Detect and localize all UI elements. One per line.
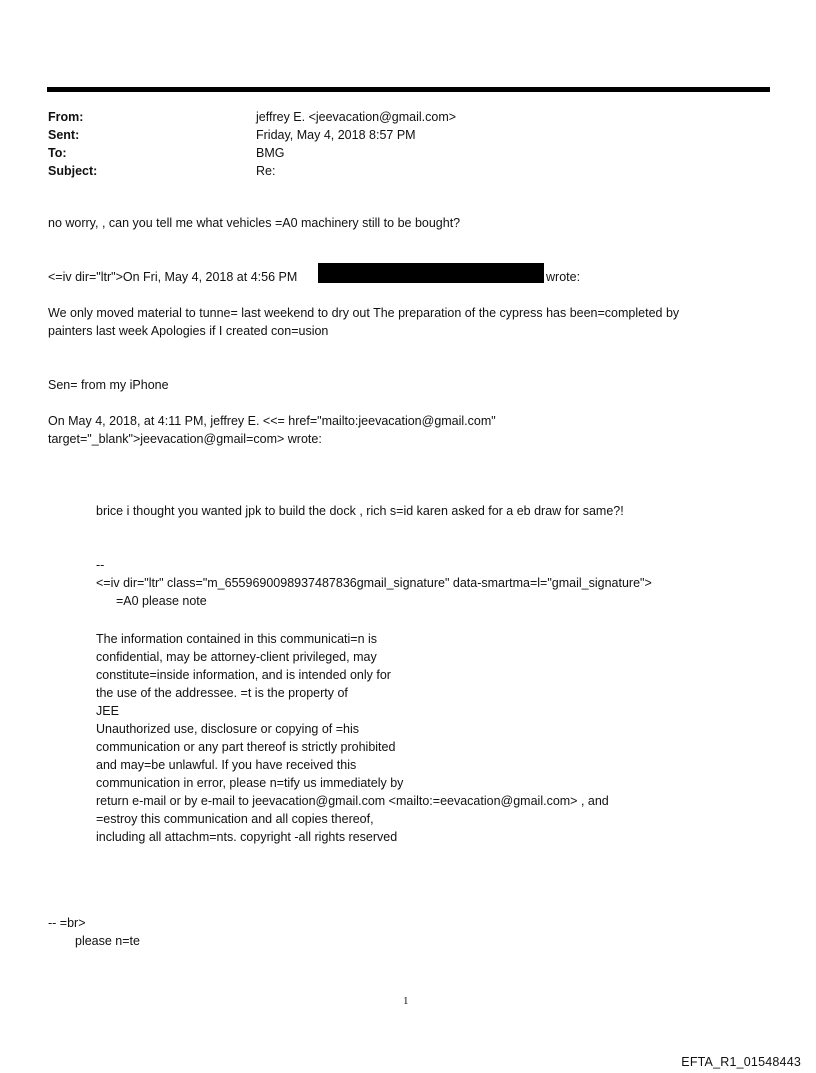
tail-line-2: please n=te xyxy=(75,934,140,948)
disclaimer-line: JEE xyxy=(96,704,119,718)
from-value: jeffrey E. <jeevacation@gmail.com> xyxy=(256,110,457,124)
disclaimer-line: the use of the addressee. =t is the property of xyxy=(96,686,348,700)
top-rule xyxy=(47,87,770,92)
from-label: From: xyxy=(48,110,84,124)
quote1-para-line-1: We only moved material to tunne= last weekend to dry out The preparation of the cypress has been=completed by xyxy=(48,306,680,320)
disclaimer-line: Unauthorized use, disclosure or copying of =his xyxy=(96,722,359,736)
disclaimer-line: The information contained in this communicati=n is xyxy=(96,632,378,646)
disclaimer-line: constitute=inside information, and is intended only for xyxy=(96,668,391,682)
redaction-bar xyxy=(318,263,544,283)
sent-label: Sent: xyxy=(48,128,80,142)
disclaimer-line: including all attachm=nts. copyright -all rights reserved xyxy=(96,830,398,844)
to-label: To: xyxy=(48,146,67,160)
disclaimer-line: confidential, may be attorney-client privileged, may xyxy=(96,650,377,664)
to-value: BMG xyxy=(256,146,285,160)
document-id: EFTA_R1_01548443 xyxy=(681,1055,801,1069)
signature-note: =A0 please note xyxy=(116,594,207,608)
body-line-1: no worry, , can you tell me what vehicles =A0 machinery still to be bought? xyxy=(48,216,461,230)
sent-row xyxy=(48,126,456,144)
sent-value: Friday, May 4, 2018 8:57 PM xyxy=(256,128,416,142)
quote1-para-line-2: painters last week Apologies if I created con=usion xyxy=(48,324,329,338)
signature-dashes: -- xyxy=(96,558,105,572)
subject-value: Re: xyxy=(256,164,276,178)
to-row xyxy=(48,144,456,162)
disclaimer-line: =estroy this communication and all copies thereof, xyxy=(96,812,374,826)
disclaimer-line: communication or any part thereof is strictly prohibited xyxy=(96,740,396,754)
tail-line-1: -- =br> xyxy=(48,916,86,930)
quote1-suffix: wrote: xyxy=(546,270,581,284)
disclaimer-line: return e-mail or by e-mail to jeevacation@gmail.com <mailto:=eevacation@gmail.com> , and xyxy=(96,794,609,808)
disclaimer-block xyxy=(96,630,609,846)
disclaimer-line: and may=be unlawful. If you have received this xyxy=(96,758,357,772)
email-header xyxy=(48,108,456,180)
quote2-line-2: target="_blank">jeevacation@gmail=com> wrote: xyxy=(48,432,322,446)
signature-div-line: <=iv dir="ltr" class="m_6559690098937487836gmail_signature" data-smartma=l="gmail_signature"> xyxy=(96,576,652,590)
page-number: 1 xyxy=(403,995,409,1007)
brice-line: brice i thought you wanted jpk to build the dock , rich s=id karen asked for a eb draw for same?! xyxy=(96,504,624,518)
sent-from-line: Sen= from my iPhone xyxy=(48,378,169,392)
from-row xyxy=(48,108,456,126)
subject-row xyxy=(48,162,456,180)
disclaimer-line: communication in error, please n=tify us immediately by xyxy=(96,776,404,790)
quote1-prefix: <=iv dir="ltr">On Fri, May 4, 2018 at 4:56 PM xyxy=(48,270,298,284)
quote2-line-1: On May 4, 2018, at 4:11 PM, jeffrey E. <<= href="mailto:jeevacation@gmail.com" xyxy=(48,414,496,428)
subject-label: Subject: xyxy=(48,164,98,178)
